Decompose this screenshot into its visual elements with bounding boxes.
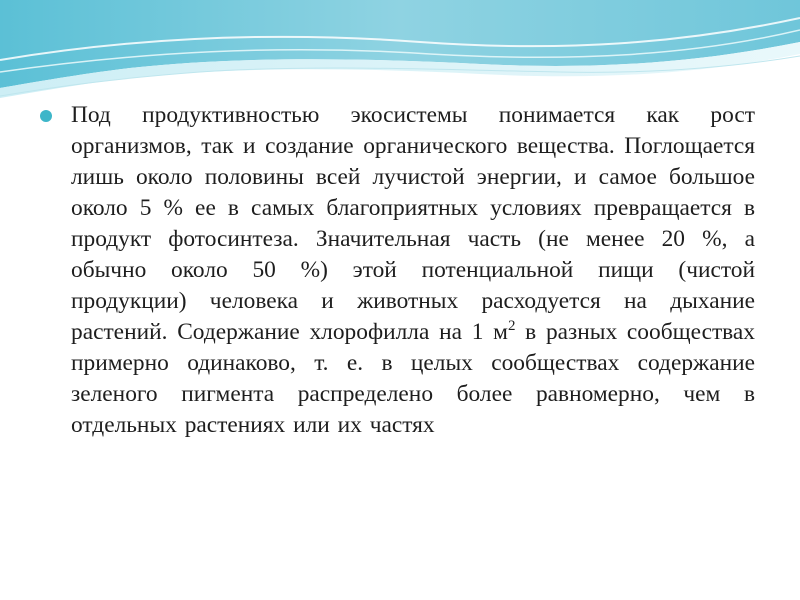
paragraph-text-tail: в разных сообществах примерно одинаково, т. е. в целых сообществах содержание зеленого пигмента распределено более равномерно, чем в отдельных растениях или их частях — [71, 319, 755, 438]
superscript-two: 2 — [507, 318, 516, 334]
bullet-item — [40, 100, 755, 441]
header-wave-decoration — [0, 0, 800, 110]
paragraph-text-main: Под продуктивностью экосистемы понимается как рост организмов, так и создание органического вещества. Поглощается лишь около половины всей лучистой энергии, и самое большое около 5 % ее в самых благоприятных условиях превращается в продукт фотосинтеза. Значительная часть (не менее 20 %, а обычно около 50 %) этой потенциальной пищи (чистой продукции) человека и животных расходуется на дыхание растений. Содержание хлорофилла на 1 м — [71, 102, 755, 345]
slide-content — [40, 100, 755, 441]
round-bullet-icon — [40, 110, 52, 122]
body-paragraph — [71, 100, 755, 441]
